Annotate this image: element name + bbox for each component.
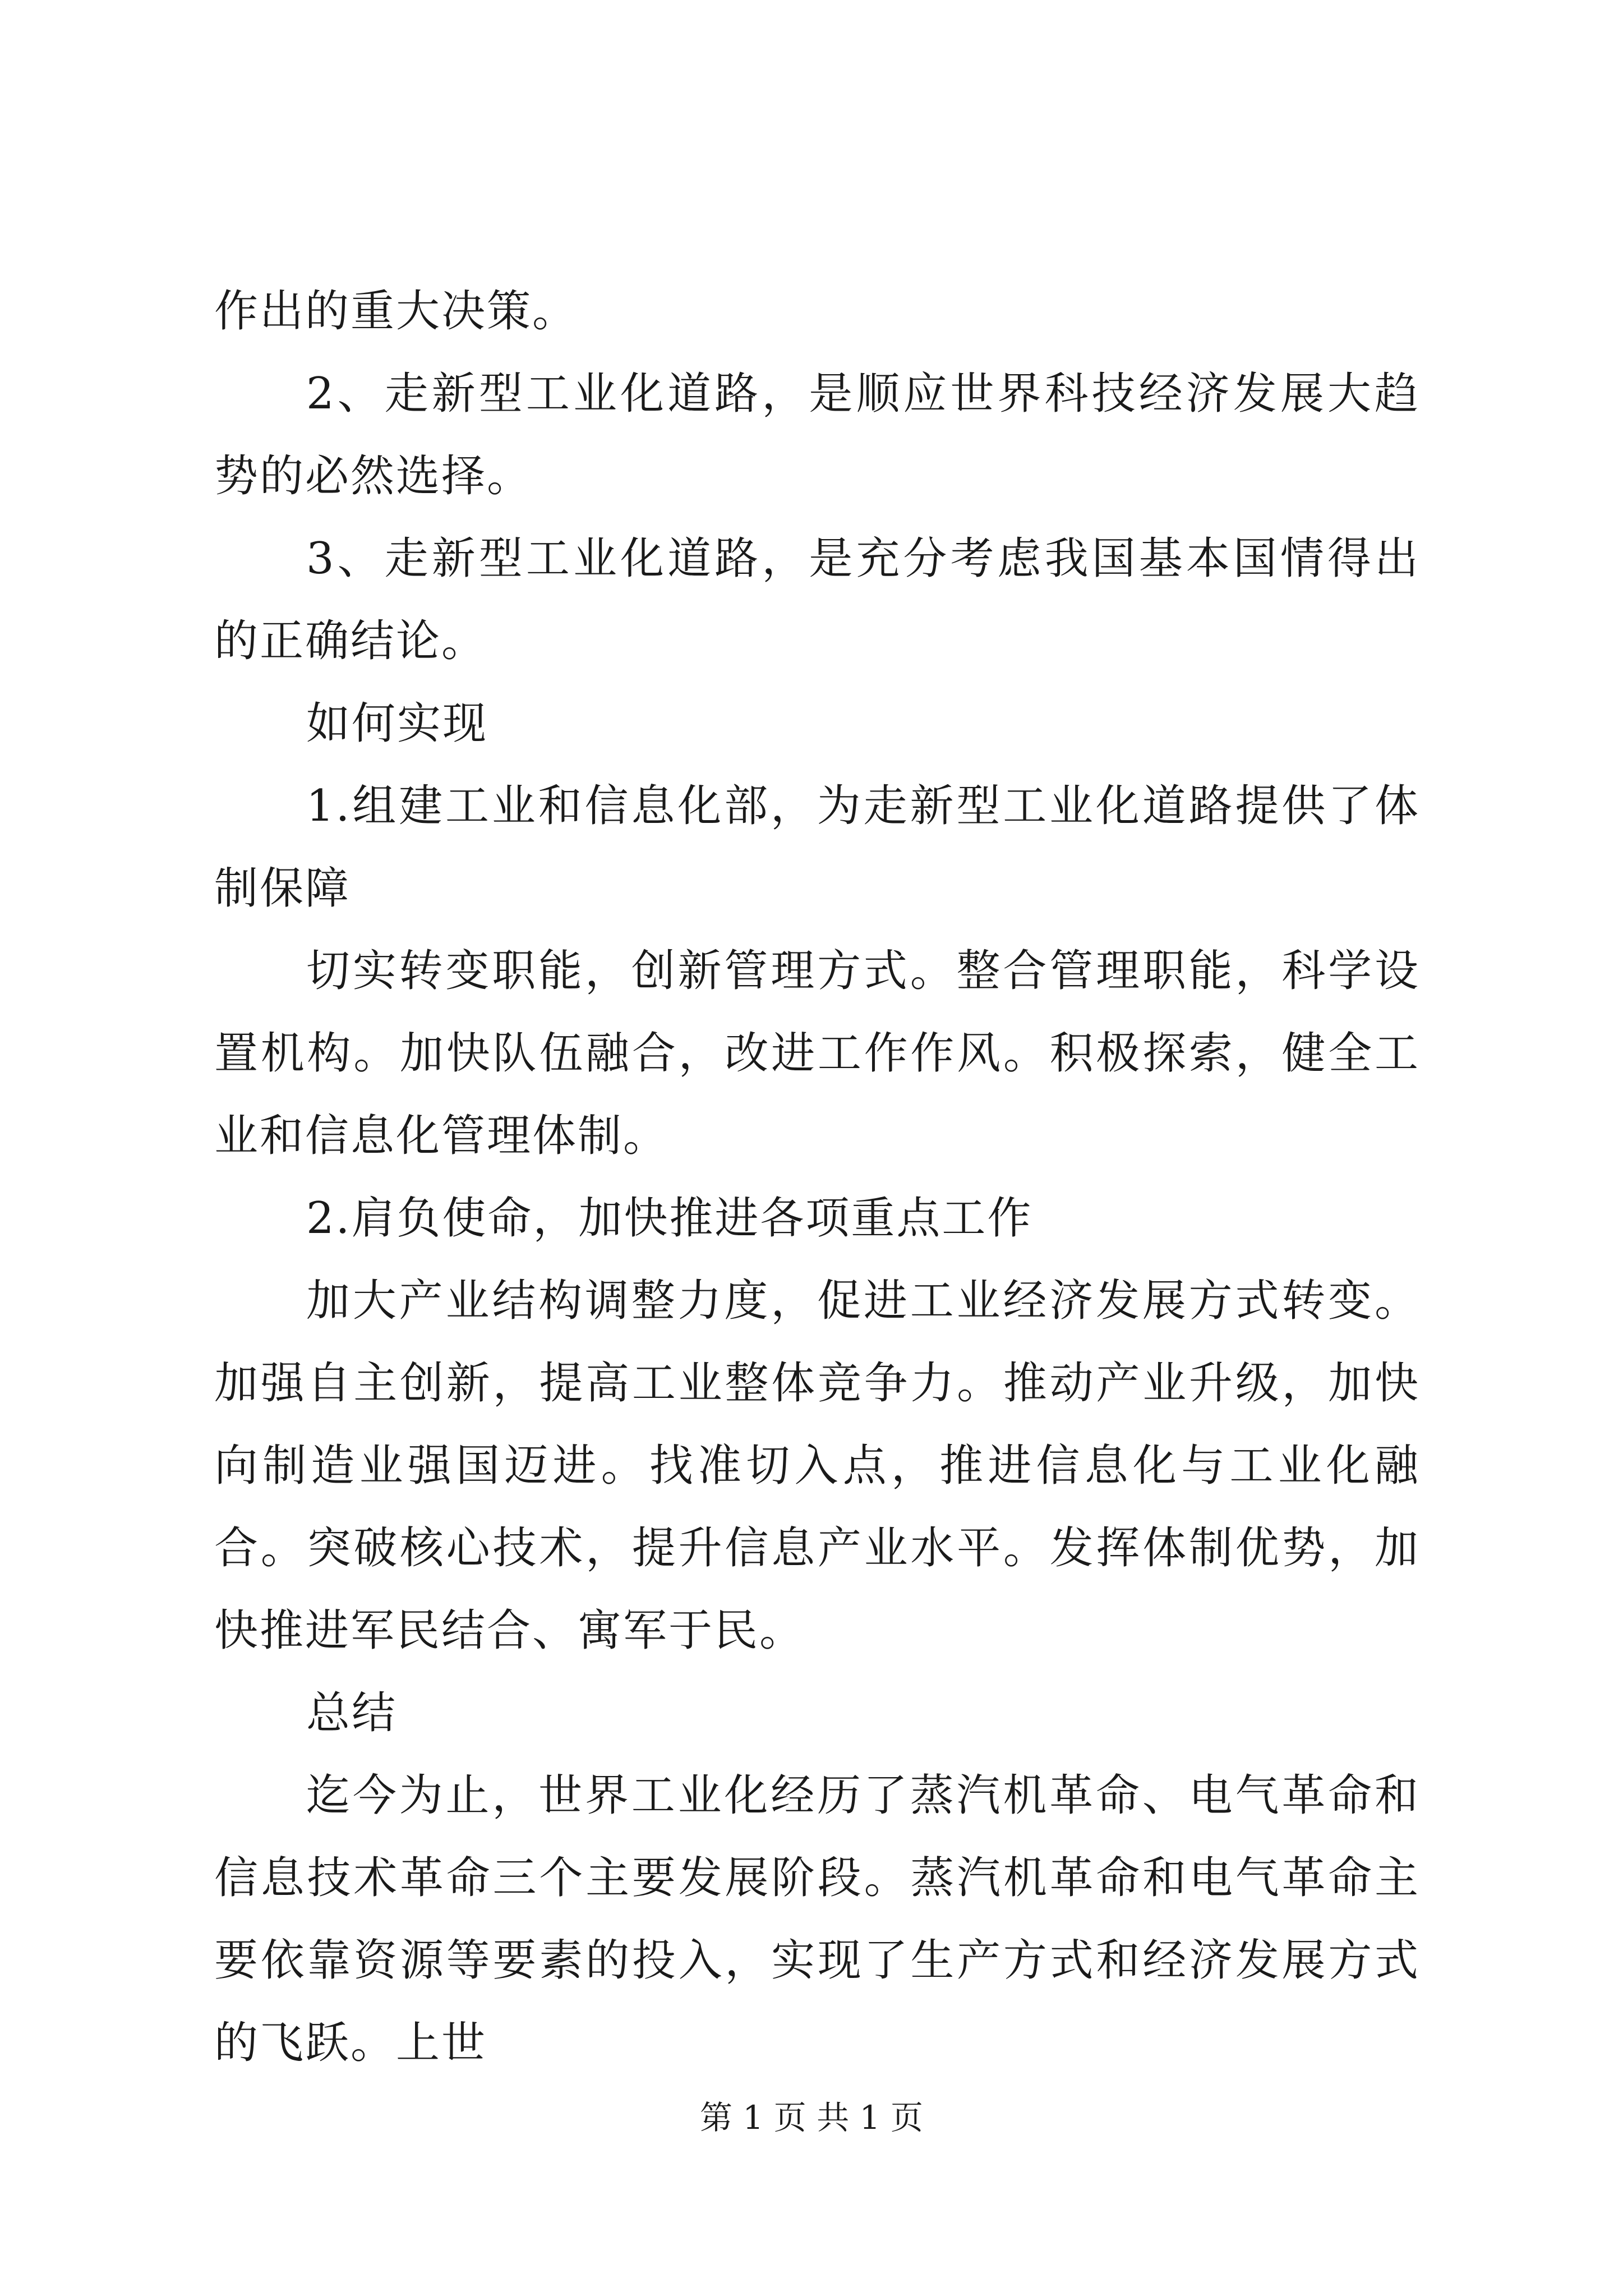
document-body — [214, 270, 1420, 2085]
page-number-footer: 第 1 页 共 1 页 — [700, 2099, 923, 2137]
paragraph-summary: 迄今为止，世界工业化经历了蒸汽机革命、电气革命和信息技术革命三个主要发展阶段。蒸汽机革命和电气革命主要依靠资源等要素的投入，实现了生产方式和经济发展方式的飞跃。上世 — [214, 1770, 1420, 2068]
paragraph-functions: 切实转变职能，创新管理方式。整合管理职能，科学设置机构。加快队伍融合，改进工作作风。积极探索，健全工业和信息化管理体制。 — [214, 946, 1420, 1161]
section-heading-summary: 总结 — [306, 1688, 398, 1738]
section-heading-how: 如何实现 — [306, 698, 488, 749]
paragraph-point-3: 3、走新型工业化道路，是充分考虑我国基本国情得出的正确结论。 — [214, 533, 1420, 666]
paragraph-point-2: 2、走新型工业化道路，是顺应世界科技经济发展大趋势的必然选择。 — [214, 369, 1420, 501]
paragraph-continuation: 作出的重大决策。 — [214, 286, 578, 337]
subheading-1: 1.组建工业和信息化部，为走新型工业化道路提供了体制保障 — [214, 781, 1420, 914]
subheading-2: 2.肩负使命，加快推进各项重点工作 — [306, 1193, 1033, 1244]
paragraph-key-work: 加大产业结构调整力度，促进工业经济发展方式转变。加强自主创新，提高工业整体竞争力。推动产业升级，加快向制造业强国迈进。找准切入点，推进信息化与工业化融合。突破核心技术，提升信息产业水平。发挥体制优势，加快推进军民结合、寓军于民。 — [214, 1276, 1420, 1656]
